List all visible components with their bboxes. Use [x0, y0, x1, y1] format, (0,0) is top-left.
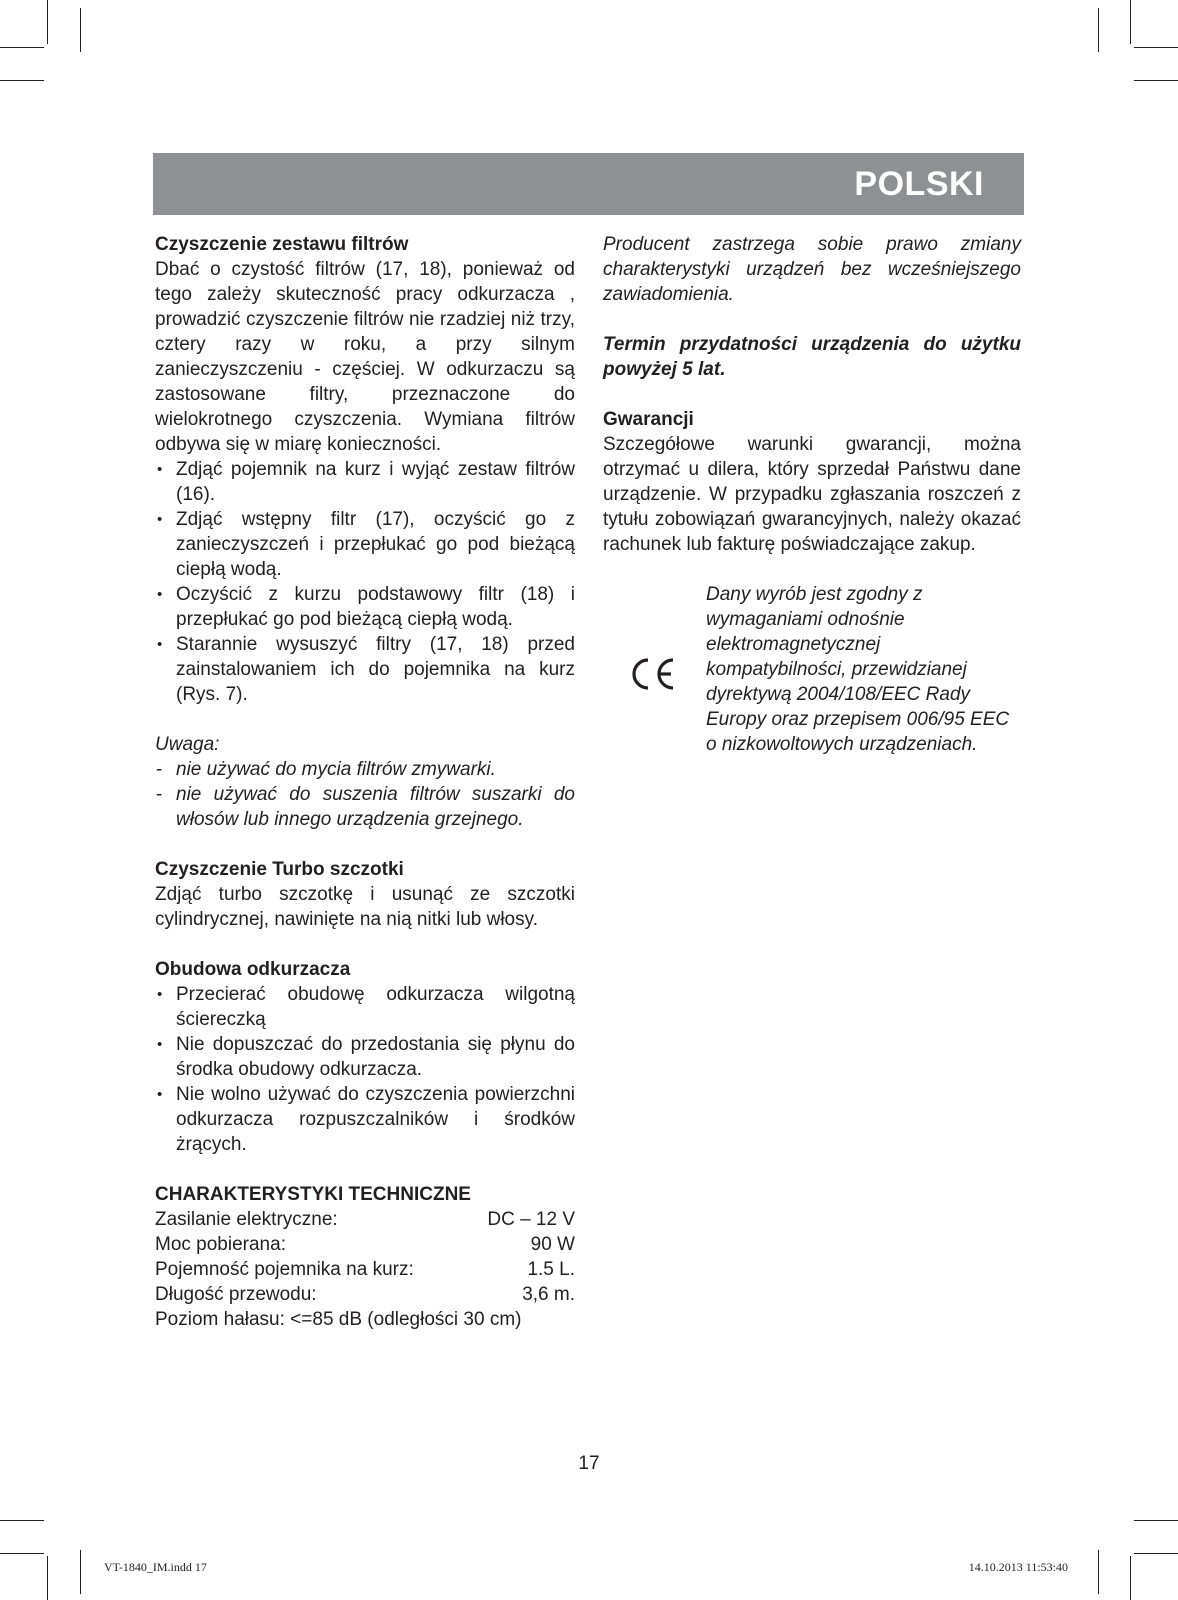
- file-slug: VT-1840_IM.indd 17: [104, 1560, 207, 1574]
- lifetime-note: Termin przydatności urządzenia do użytku powyżej 5 lat.: [603, 334, 1021, 380]
- ce-compliance-text: Dany wyrób jest zgodny z wymaganiami odnośnie elektromagnetycznej kompatybilności, przewidzianej dyrektywą 2004/108/EEC Rady Europy oraz przepisem 006/95 EEC o nizkowoltowych urządzeniach.: [706, 584, 1010, 755]
- warranty-heading: Gwarancji: [603, 409, 694, 430]
- list-item: - nie używać do suszenia filtrów suszarki do włosów lub innego urządzenia grzejnego.: [155, 782, 575, 832]
- spec-row: [155, 1232, 575, 1257]
- note-label: Uwaga:: [155, 734, 220, 755]
- crop-mark: [1130, 1556, 1131, 1600]
- spec-value: DC – 12 V: [487, 1209, 575, 1230]
- crop-mark: [1134, 1553, 1178, 1554]
- list-item: • Przecierać obudowę odkurzacza wilgotną ściereczką: [155, 982, 575, 1032]
- specs-table: [155, 1207, 575, 1332]
- spec-row: [155, 1257, 575, 1282]
- crop-mark: [80, 8, 81, 52]
- crop-mark: [1098, 8, 1099, 52]
- right-column: [603, 232, 1021, 757]
- crop-mark: [1130, 0, 1131, 44]
- crop-mark: [0, 80, 44, 81]
- spec-value: 1.5 L.: [527, 1259, 575, 1280]
- spec-row: [155, 1207, 575, 1232]
- list-item: • Nie dopuszczać do przedostania się płynu do środka obudowy odkurzacza.: [155, 1032, 575, 1082]
- list-item: • Nie wolno używać do czyszczenia powierzchni odkurzacza rozpuszczalników i środków żrących.: [155, 1082, 575, 1157]
- turbo-brush-heading: Czyszczenie Turbo szczotki: [155, 859, 404, 880]
- warranty-text: Szczegółowe warunki gwarancji, można otrzymać u dilera, który sprzedał Państwu dane urządzenie. W przypadku zgłaszania roszczeń z tytułu zobowiązań gwarancyjnych, należy okazać rachunek lub fakturę poświadczające zakup.: [603, 434, 1021, 555]
- spec-value: 3,6 m.: [522, 1284, 575, 1305]
- filters-intro: Dbać o czystość filtrów (17, 18), ponieważ od tego zależy skuteczność pracy odkurzacza , prowadzić czyszczenie filtrów nie rzadziej niż trzy, cztery razy w roku, a przy silnym zanieczyszczeniu - częściej. W odkurzaczu są zastosowane filtry, przeznaczone do wielokrotnego czyszczenia. Wymiana filtrów odbywa się w miarę konieczności.: [155, 259, 575, 455]
- list-item: • Zdjąć pojemnik na kurz i wyjąć zestaw filtrów (16).: [155, 457, 575, 507]
- language-header-band: [153, 153, 1024, 215]
- noise-level: Poziom hałasu: <=85 dB (odległości 30 cm): [155, 1309, 522, 1330]
- ce-mark-icon: [629, 654, 677, 694]
- list-item: • Starannie wysuszyć filtry (17, 18) przed zainstalowaniem ich do pojemnika na kurz (Rys. 7).: [155, 632, 575, 707]
- spec-value: 90 W: [530, 1234, 575, 1255]
- note-list: [155, 757, 575, 832]
- manufacturer-note: Producent zastrzega sobie prawo zmiany charakterystyki urządzeń bez wcześniejszego zawiadomienia.: [603, 234, 1021, 305]
- crop-mark: [80, 1550, 81, 1594]
- specs-heading: CHARAKTERYSTYKI TECHNICZNE: [155, 1184, 471, 1205]
- spec-label: Pojemność pojemnika na kurz:: [155, 1259, 414, 1280]
- housing-heading: Obudowa odkurzacza: [155, 959, 351, 980]
- language-title: POLSKI: [854, 165, 984, 203]
- filters-steps-list: [155, 457, 575, 707]
- crop-mark: [1098, 1550, 1099, 1594]
- crop-mark: [47, 0, 48, 44]
- crop-mark: [47, 1556, 48, 1600]
- print-timestamp: 14.10.2013 11:53:40: [968, 1560, 1068, 1574]
- spec-label: Zasilanie elektryczne:: [155, 1209, 338, 1230]
- page-number: 17: [578, 1453, 600, 1474]
- crop-mark: [0, 1553, 44, 1554]
- spec-label: Długość przewodu:: [155, 1284, 317, 1305]
- filters-heading: Czyszczenie zestawu filtrów: [155, 234, 409, 255]
- spec-row: [155, 1282, 575, 1307]
- crop-mark: [1134, 80, 1178, 81]
- housing-list: [155, 982, 575, 1157]
- list-item: • Oczyścić z kurzu podstawowy filtr (18) i przepłukać go pod bieżącą ciepłą wodą.: [155, 582, 575, 632]
- turbo-brush-text: Zdjąć turbo szczotkę i usunąć ze szczotki cylindrycznej, nawinięte na nią nitki lub włosy.: [155, 884, 575, 930]
- list-item: - nie używać do mycia filtrów zmywarki.: [155, 757, 575, 782]
- left-column: [155, 232, 575, 1332]
- crop-mark: [0, 47, 44, 48]
- spec-label: Moc pobierana:: [155, 1234, 286, 1255]
- crop-mark: [1134, 47, 1178, 48]
- ce-declaration: [603, 582, 1021, 757]
- crop-mark: [0, 1520, 44, 1521]
- list-item: • Zdjąć wstępny filtr (17), oczyścić go z zanieczyszczeń i przepłukać go pod bieżącą ciepłą wodą.: [155, 507, 575, 582]
- crop-mark: [1134, 1520, 1178, 1521]
